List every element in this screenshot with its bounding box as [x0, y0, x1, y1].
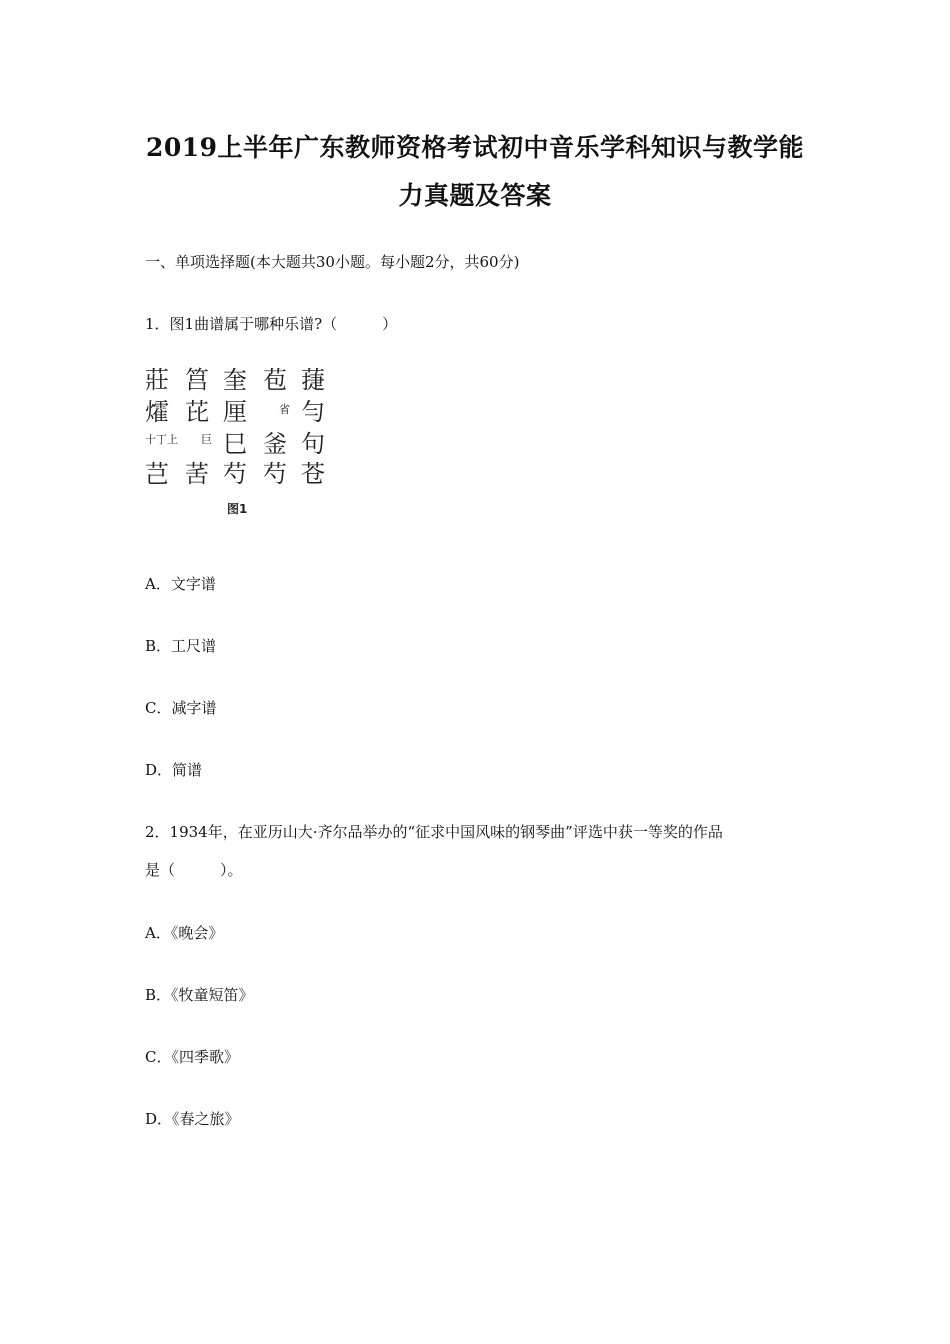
score-glyph: 芍	[223, 460, 247, 488]
score-glyph: 蓵	[301, 366, 325, 394]
question-1-option-d: D．简谱	[145, 761, 203, 779]
score-glyph: 筥	[185, 366, 209, 394]
question-2-stem-line-1: 2．1934年，在亚历山大·齐尔品举办的“征求中国风味的钢琴曲”评选中获一等奖的作品	[145, 823, 723, 841]
score-glyph: 苍	[301, 460, 325, 488]
score-glyph: 奎	[223, 366, 247, 394]
question-2-option-d: D．《春之旅》	[145, 1110, 240, 1128]
question-2-stem-line-2: 是（ ）。	[145, 861, 243, 879]
figure-1-guqin-score	[145, 362, 331, 522]
score-glyph: 巨	[201, 433, 212, 446]
question-2-option-a: A．《晚会》	[145, 924, 224, 942]
question-1-option-b: B．工尺谱	[145, 637, 217, 655]
score-glyph: 芍	[263, 460, 287, 488]
question-1-option-c: C．减字谱	[145, 699, 217, 717]
score-glyph: 芘	[185, 398, 209, 426]
score-glyph: 巳	[223, 430, 247, 458]
score-glyph: 芑	[145, 460, 169, 488]
score-glyph: 厘	[223, 398, 247, 426]
score-glyph: 䒷	[185, 460, 209, 488]
document-title-line-2: 力真题及答案	[398, 181, 552, 210]
score-glyph: 苞	[263, 366, 287, 394]
score-glyph: 十丁上	[145, 433, 178, 446]
question-2-option-c: C．《四季歌》	[145, 1048, 239, 1066]
question-1-option-a: A．文字谱	[145, 575, 216, 593]
score-glyph: 省	[279, 403, 290, 416]
score-glyph: 㸌	[145, 398, 169, 426]
document-title-line-1: 2019上半年广东教师资格考试初中音乐学科知识与教学能	[145, 133, 805, 162]
score-glyph: 勻	[301, 398, 325, 426]
score-glyph: 句	[301, 430, 325, 458]
question-1-stem: 1．图1曲谱属于哪种乐谱?（ ）	[145, 315, 398, 333]
score-glyph: 莊	[145, 366, 169, 394]
question-2-option-b: B．《牧童短笛》	[145, 986, 254, 1004]
section-heading: 一、单项选择题(本大题共30小题。每小题2分，共60分)	[145, 253, 520, 271]
score-glyph: 釜	[263, 430, 287, 458]
figure-caption: 图1	[227, 502, 248, 516]
